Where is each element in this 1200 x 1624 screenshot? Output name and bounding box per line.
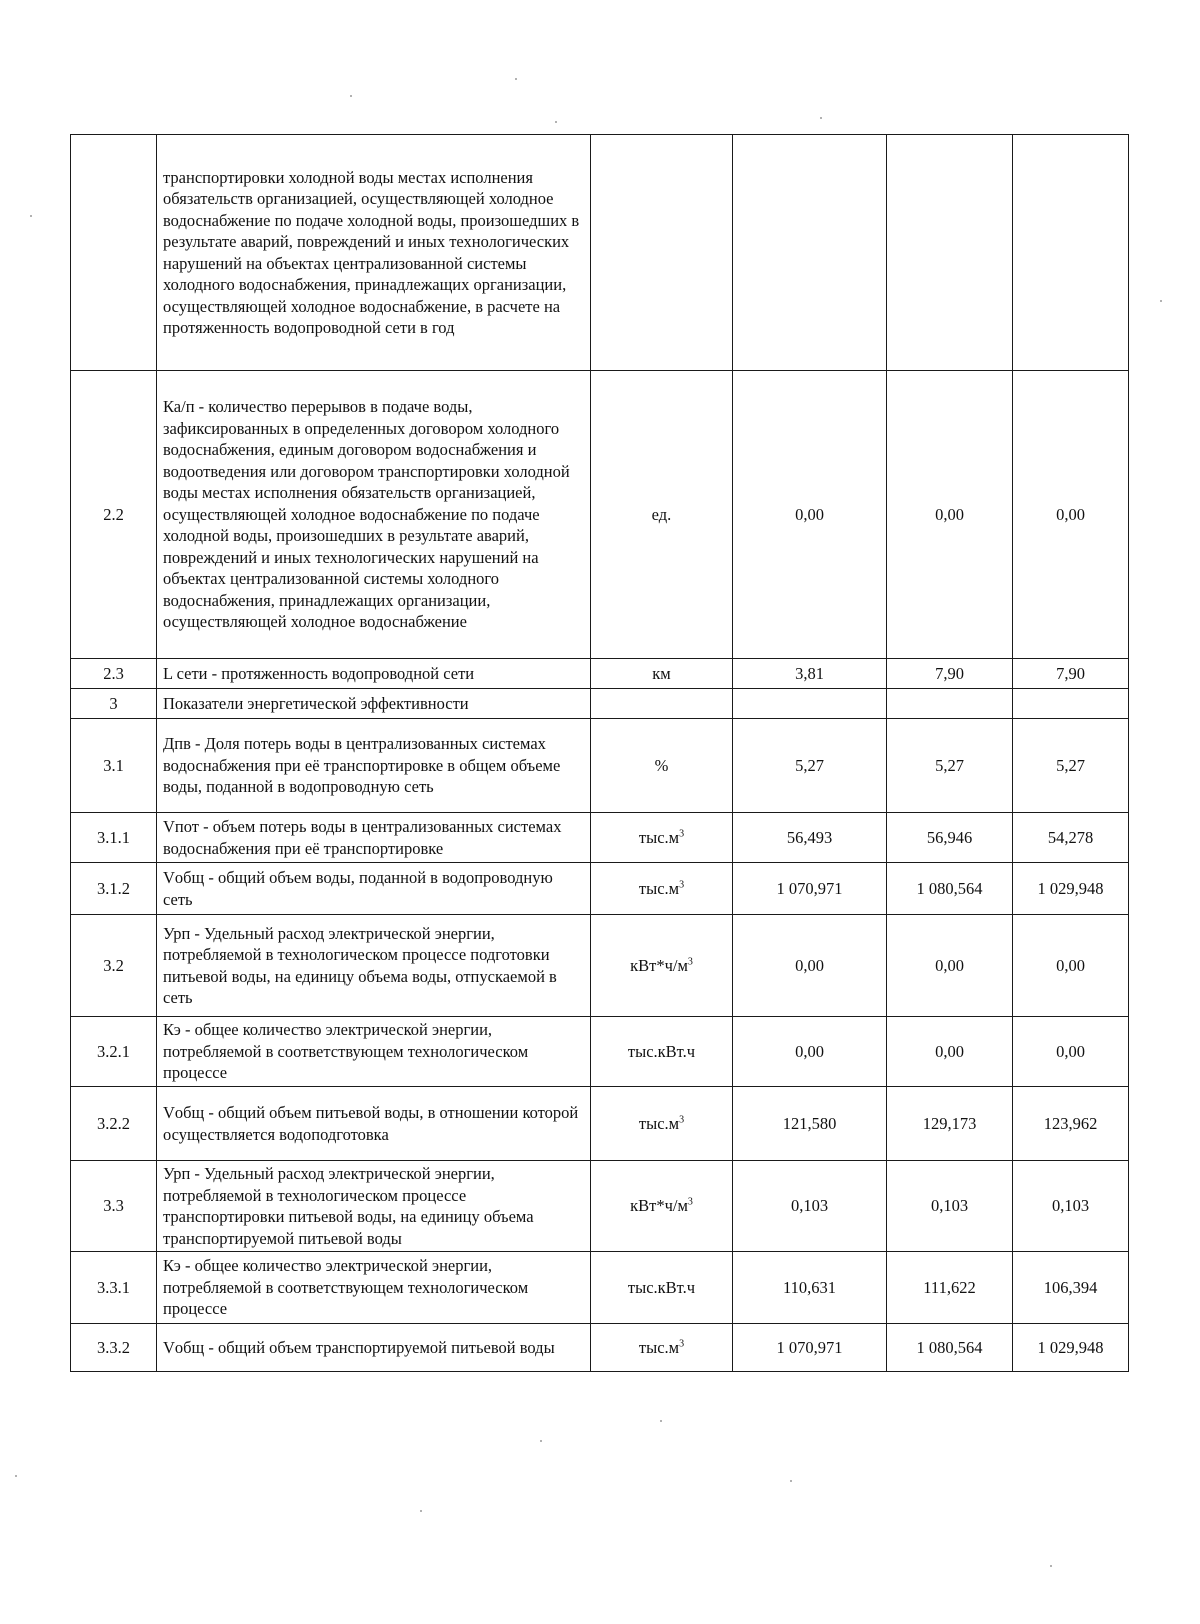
row-unit-cell — [591, 135, 733, 371]
scan-speck — [15, 1475, 17, 1477]
row-value-1-cell: 0,00 — [733, 1017, 887, 1087]
row-value-1-cell: 0,00 — [733, 915, 887, 1017]
table-row — [71, 659, 1129, 689]
row-unit-cell — [591, 659, 733, 689]
row-unit-cell — [591, 1017, 733, 1087]
row-value-3-cell: 0,103 — [1013, 1161, 1129, 1252]
row-value-2-cell: 1 080,564 — [887, 1324, 1013, 1372]
row-value-3-cell: 0,00 — [1013, 1017, 1129, 1087]
unit-superscript: 3 — [687, 1196, 693, 1208]
unit-text: тыс.кВт.ч — [627, 1041, 696, 1061]
unit-text: тыс.м — [638, 878, 680, 898]
unit-text: % — [654, 755, 669, 775]
row-unit-cell — [591, 1324, 733, 1372]
row-value-2-cell: 56,946 — [887, 813, 1013, 863]
row-description-cell: Ка/п - количество перерывов в подаче воды, зафиксированных в определенных договором холодного водоснабжения, единым договором водоснабжения и водоотведения или договором транспортировки холодной воды местах исполнения обязательств организацией, осуществляющей холодное водоснабжение по подаче холодной воды, произошедших в результате аварий, повреждений и иных технологических нарушений на объектах централизованной системы холодного водоснабжения, принадлежащих организации, осуществляющей холодное водоснабжение — [157, 371, 591, 659]
row-unit-cell — [591, 689, 733, 719]
table-row — [71, 1161, 1129, 1252]
row-value-2-cell: 111,622 — [887, 1252, 1013, 1324]
row-value-3-cell: 123,962 — [1013, 1087, 1129, 1161]
row-description-cell: Vобщ - общий объем транспортируемой питьевой воды — [157, 1324, 591, 1372]
unit-text: тыс.м — [638, 1337, 680, 1357]
row-value-3-cell: 1 029,948 — [1013, 863, 1129, 915]
scan-speck — [660, 1420, 662, 1422]
table-row — [71, 1252, 1129, 1324]
row-value-2-cell: 5,27 — [887, 719, 1013, 813]
row-value-2-cell: 0,103 — [887, 1161, 1013, 1252]
table-row — [71, 1017, 1129, 1087]
unit-superscript: 3 — [679, 828, 685, 840]
scan-speck — [1050, 1565, 1052, 1567]
row-description-cell: Дпв - Доля потерь воды в централизованных системах водоснабжения при её транспортировке в общем объеме воды, поданной в водопроводную сеть — [157, 719, 591, 813]
unit-superscript: 3 — [679, 1338, 685, 1350]
unit-text: тыс.кВт.ч — [627, 1277, 696, 1297]
row-number-cell: 3.1 — [71, 719, 157, 813]
row-value-2-cell — [887, 135, 1013, 371]
row-number-cell: 3.2.2 — [71, 1087, 157, 1161]
scan-speck — [1160, 300, 1162, 302]
row-number-cell: 3.1.2 — [71, 863, 157, 915]
row-value-1-cell: 56,493 — [733, 813, 887, 863]
unit-text: ед. — [651, 504, 672, 524]
row-unit-cell — [591, 719, 733, 813]
row-value-1-cell: 3,81 — [733, 659, 887, 689]
row-number-cell: 3.2 — [71, 915, 157, 1017]
row-number-cell — [71, 135, 157, 371]
row-unit-cell — [591, 863, 733, 915]
row-value-1-cell — [733, 135, 887, 371]
unit-text: кВт*ч/м — [630, 1196, 688, 1216]
row-description-cell: Кэ - общее количество электрической энергии, потребляемой в соответствующем технологическом процессе — [157, 1252, 591, 1324]
row-value-3-cell — [1013, 135, 1129, 371]
scan-speck — [820, 117, 822, 119]
row-value-1-cell: 0,103 — [733, 1161, 887, 1252]
unit-superscript: 3 — [679, 879, 685, 891]
row-unit-cell — [591, 1087, 733, 1161]
unit-text: км — [652, 663, 671, 683]
row-value-3-cell: 0,00 — [1013, 371, 1129, 659]
row-value-1-cell: 121,580 — [733, 1087, 887, 1161]
table-row — [71, 719, 1129, 813]
row-number-cell: 3.3.1 — [71, 1252, 157, 1324]
table-body — [71, 135, 1129, 1372]
row-value-2-cell: 0,00 — [887, 1017, 1013, 1087]
scan-speck — [555, 121, 557, 123]
unit-text: кВт*ч/м — [630, 955, 688, 975]
unit-superscript: 3 — [679, 1114, 685, 1126]
row-value-1-cell: 1 070,971 — [733, 1324, 887, 1372]
row-description-cell: Vобщ - общий объем питьевой воды, в отношении которой осуществляется водоподготовка — [157, 1087, 591, 1161]
scan-speck — [350, 95, 352, 97]
row-value-1-cell: 5,27 — [733, 719, 887, 813]
row-description-cell: Кэ - общее количество электрической энергии, потребляемой в соответствующем технологическом процессе — [157, 1017, 591, 1087]
row-number-cell: 2.2 — [71, 371, 157, 659]
row-value-3-cell: 54,278 — [1013, 813, 1129, 863]
row-value-3-cell: 106,394 — [1013, 1252, 1129, 1324]
unit-text: тыс.м — [638, 1113, 680, 1133]
row-value-1-cell: 110,631 — [733, 1252, 887, 1324]
row-value-3-cell: 5,27 — [1013, 719, 1129, 813]
row-value-3-cell: 1 029,948 — [1013, 1324, 1129, 1372]
unit-text: тыс.м — [638, 827, 680, 847]
table-row — [71, 863, 1129, 915]
row-value-1-cell — [733, 689, 887, 719]
scan-speck — [515, 78, 517, 80]
table-row — [71, 813, 1129, 863]
row-unit-cell — [591, 915, 733, 1017]
row-unit-cell — [591, 813, 733, 863]
scan-speck — [790, 1480, 792, 1482]
row-description-cell: Урп - Удельный расход электрической энергии, потребляемой в технологическом процессе транспортировки питьевой воды, на единицу объема транспортируемой питьевой воды — [157, 1161, 591, 1252]
unit-superscript: 3 — [687, 956, 693, 968]
row-value-1-cell: 0,00 — [733, 371, 887, 659]
row-number-cell: 3.3.2 — [71, 1324, 157, 1372]
row-value-3-cell: 7,90 — [1013, 659, 1129, 689]
scan-speck — [30, 215, 32, 217]
row-number-cell: 3.2.1 — [71, 1017, 157, 1087]
table-row — [71, 1324, 1129, 1372]
row-description-cell: Показатели энергетической эффективности — [157, 689, 591, 719]
scan-speck — [420, 1510, 422, 1512]
table-row — [71, 689, 1129, 719]
table-row — [71, 371, 1129, 659]
row-value-2-cell: 7,90 — [887, 659, 1013, 689]
indicators-table — [70, 134, 1129, 1372]
row-value-3-cell: 0,00 — [1013, 915, 1129, 1017]
row-value-2-cell — [887, 689, 1013, 719]
row-value-2-cell: 129,173 — [887, 1087, 1013, 1161]
row-value-2-cell: 1 080,564 — [887, 863, 1013, 915]
row-unit-cell — [591, 1252, 733, 1324]
row-number-cell: 3.3 — [71, 1161, 157, 1252]
row-description-cell: Урп - Удельный расход электрической энергии, потребляемой в технологическом процессе подготовки питьевой воды, на единицу объема воды, отпускаемой в сеть — [157, 915, 591, 1017]
table-row — [71, 135, 1129, 371]
row-unit-cell — [591, 1161, 733, 1252]
row-value-1-cell: 1 070,971 — [733, 863, 887, 915]
row-description-cell: Vпот - объем потерь воды в централизованных системах водоснабжения при её транспортировке — [157, 813, 591, 863]
row-description-cell: транспортировки холодной воды местах исполнения обязательств организацией, осуществляющей холодное водоснабжение по подаче холодной воды, произошедших в результате аварий, повреждений и иных технологических нарушений на объектах централизованной системы холодного водоснабжения, принадлежащих организации, осуществляющей холодное водоснабжение, в расчете на протяженность водопроводной сети в год — [157, 135, 591, 371]
row-number-cell: 3 — [71, 689, 157, 719]
table-row — [71, 915, 1129, 1017]
row-number-cell: 3.1.1 — [71, 813, 157, 863]
row-value-3-cell — [1013, 689, 1129, 719]
table-row — [71, 1087, 1129, 1161]
row-number-cell: 2.3 — [71, 659, 157, 689]
scan-speck — [540, 1440, 542, 1442]
row-value-2-cell: 0,00 — [887, 915, 1013, 1017]
row-unit-cell — [591, 371, 733, 659]
row-description-cell: L сети - протяженность водопроводной сети — [157, 659, 591, 689]
row-description-cell: Vобщ - общий объем воды, поданной в водопроводную сеть — [157, 863, 591, 915]
row-value-2-cell: 0,00 — [887, 371, 1013, 659]
